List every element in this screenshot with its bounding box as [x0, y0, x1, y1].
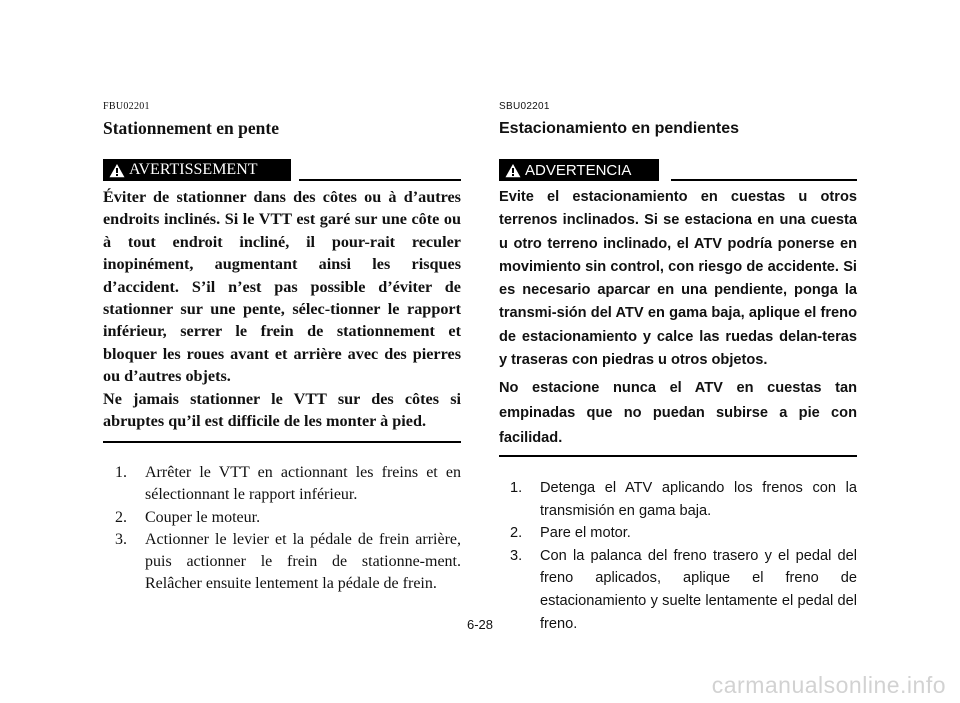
step-text: Detenga el ATV aplicando los frenos con la transmisión en gama baja.: [540, 480, 857, 519]
warning-body: [103, 186, 461, 432]
step-text: Arrêter le VTT en actionnant les freins et en sélectionnant le rapport inférieur.: [145, 464, 461, 504]
step-number: 3.: [115, 530, 127, 548]
step-number: 1.: [510, 480, 523, 496]
watermark-text: carmanualsonline.info: [711, 672, 946, 698]
section-heading: Estacionamiento en pendientes: [499, 120, 740, 137]
warning-paragraph-1: Evite el estacionamiento en cuestas u otros terrenos inclinados. Si se estaciona en una cuesta u otro terreno inclinado, el ATV podría ponerse en movimiento sin control, con riesgo de accidente. Si es necesario aparcar en una pendiente, ponga la transmi-sión del ATV en gama baja, aplique el freno de estacionamiento y calce las ruedas delan-teras y traseras con piedras u otros objetos.: [499, 189, 857, 369]
warning-label: ADVERTENCIA: [525, 161, 632, 179]
step-text: Actionner le levier et la pédale de frein arrière, puis actionner le frein de stationne-ment. Relâcher ensuite lentement la pédale de frein.: [145, 530, 461, 593]
step-text: Couper le moteur.: [145, 508, 261, 526]
warning-paragraph-1: Éviter de stationner dans des côtes ou à d’autres endroits inclinés. Si le VTT est garé sur une côte ou à tout endroit incliné, il pour-rait reculer inopinément, augmentant ainsi les risques d’accident. S’il n’est pas possible d’éviter de stationner sur une pente, sélec-tionner le rapport inférieur, serrer le frein de stationnement et bloquer les roues avant et arrière avec des pierres ou d’autres objets.: [103, 188, 461, 386]
step-number: 1.: [115, 464, 127, 481]
warning-header: [103, 159, 461, 181]
warning-badge: [103, 159, 291, 181]
warning-triangle-icon: [109, 163, 125, 178]
section-code: SBU02201: [499, 101, 550, 112]
section-heading: Stationnement en pente: [103, 118, 279, 138]
page-number: 6-28: [466, 617, 494, 632]
warning-header: [499, 159, 857, 181]
warning-triangle-icon: [505, 163, 521, 178]
step-number: 2.: [510, 525, 523, 542]
step-item: [103, 507, 461, 529]
step-item: [103, 462, 461, 507]
warning-header-line: [299, 179, 461, 181]
step-text: Con la palanca del freno trasero y el pedal del freno aplicados, aplique el freno de estacionamiento y suelte lentamente el pedal del freno.: [540, 547, 857, 632]
warning-badge: [499, 159, 659, 181]
warning-end-rule: [499, 455, 857, 457]
warning-paragraph-2: No estacione nunca el ATV en cuestas tan empinadas que no puedan subirse a pie con facilidad.: [499, 380, 857, 447]
step-number: 3.: [510, 547, 523, 564]
steps-list: [499, 477, 857, 635]
warning-end-rule: [103, 441, 461, 443]
step-number: 2.: [115, 508, 127, 526]
step-item: [499, 477, 857, 522]
steps-list: [103, 462, 461, 596]
warning-body: [499, 186, 857, 451]
warning-label: AVERTISSEMENT: [129, 161, 258, 178]
step-text: Pare el motor.: [540, 525, 631, 542]
section-code: FBU02201: [103, 101, 150, 112]
step-item: [103, 529, 461, 596]
step-item: [499, 522, 857, 545]
warning-paragraph-2: Ne jamais stationner le VTT sur des côtes si abruptes qu’il est difficile de les monter à pied.: [103, 389, 461, 431]
warning-header-line: [671, 179, 857, 181]
